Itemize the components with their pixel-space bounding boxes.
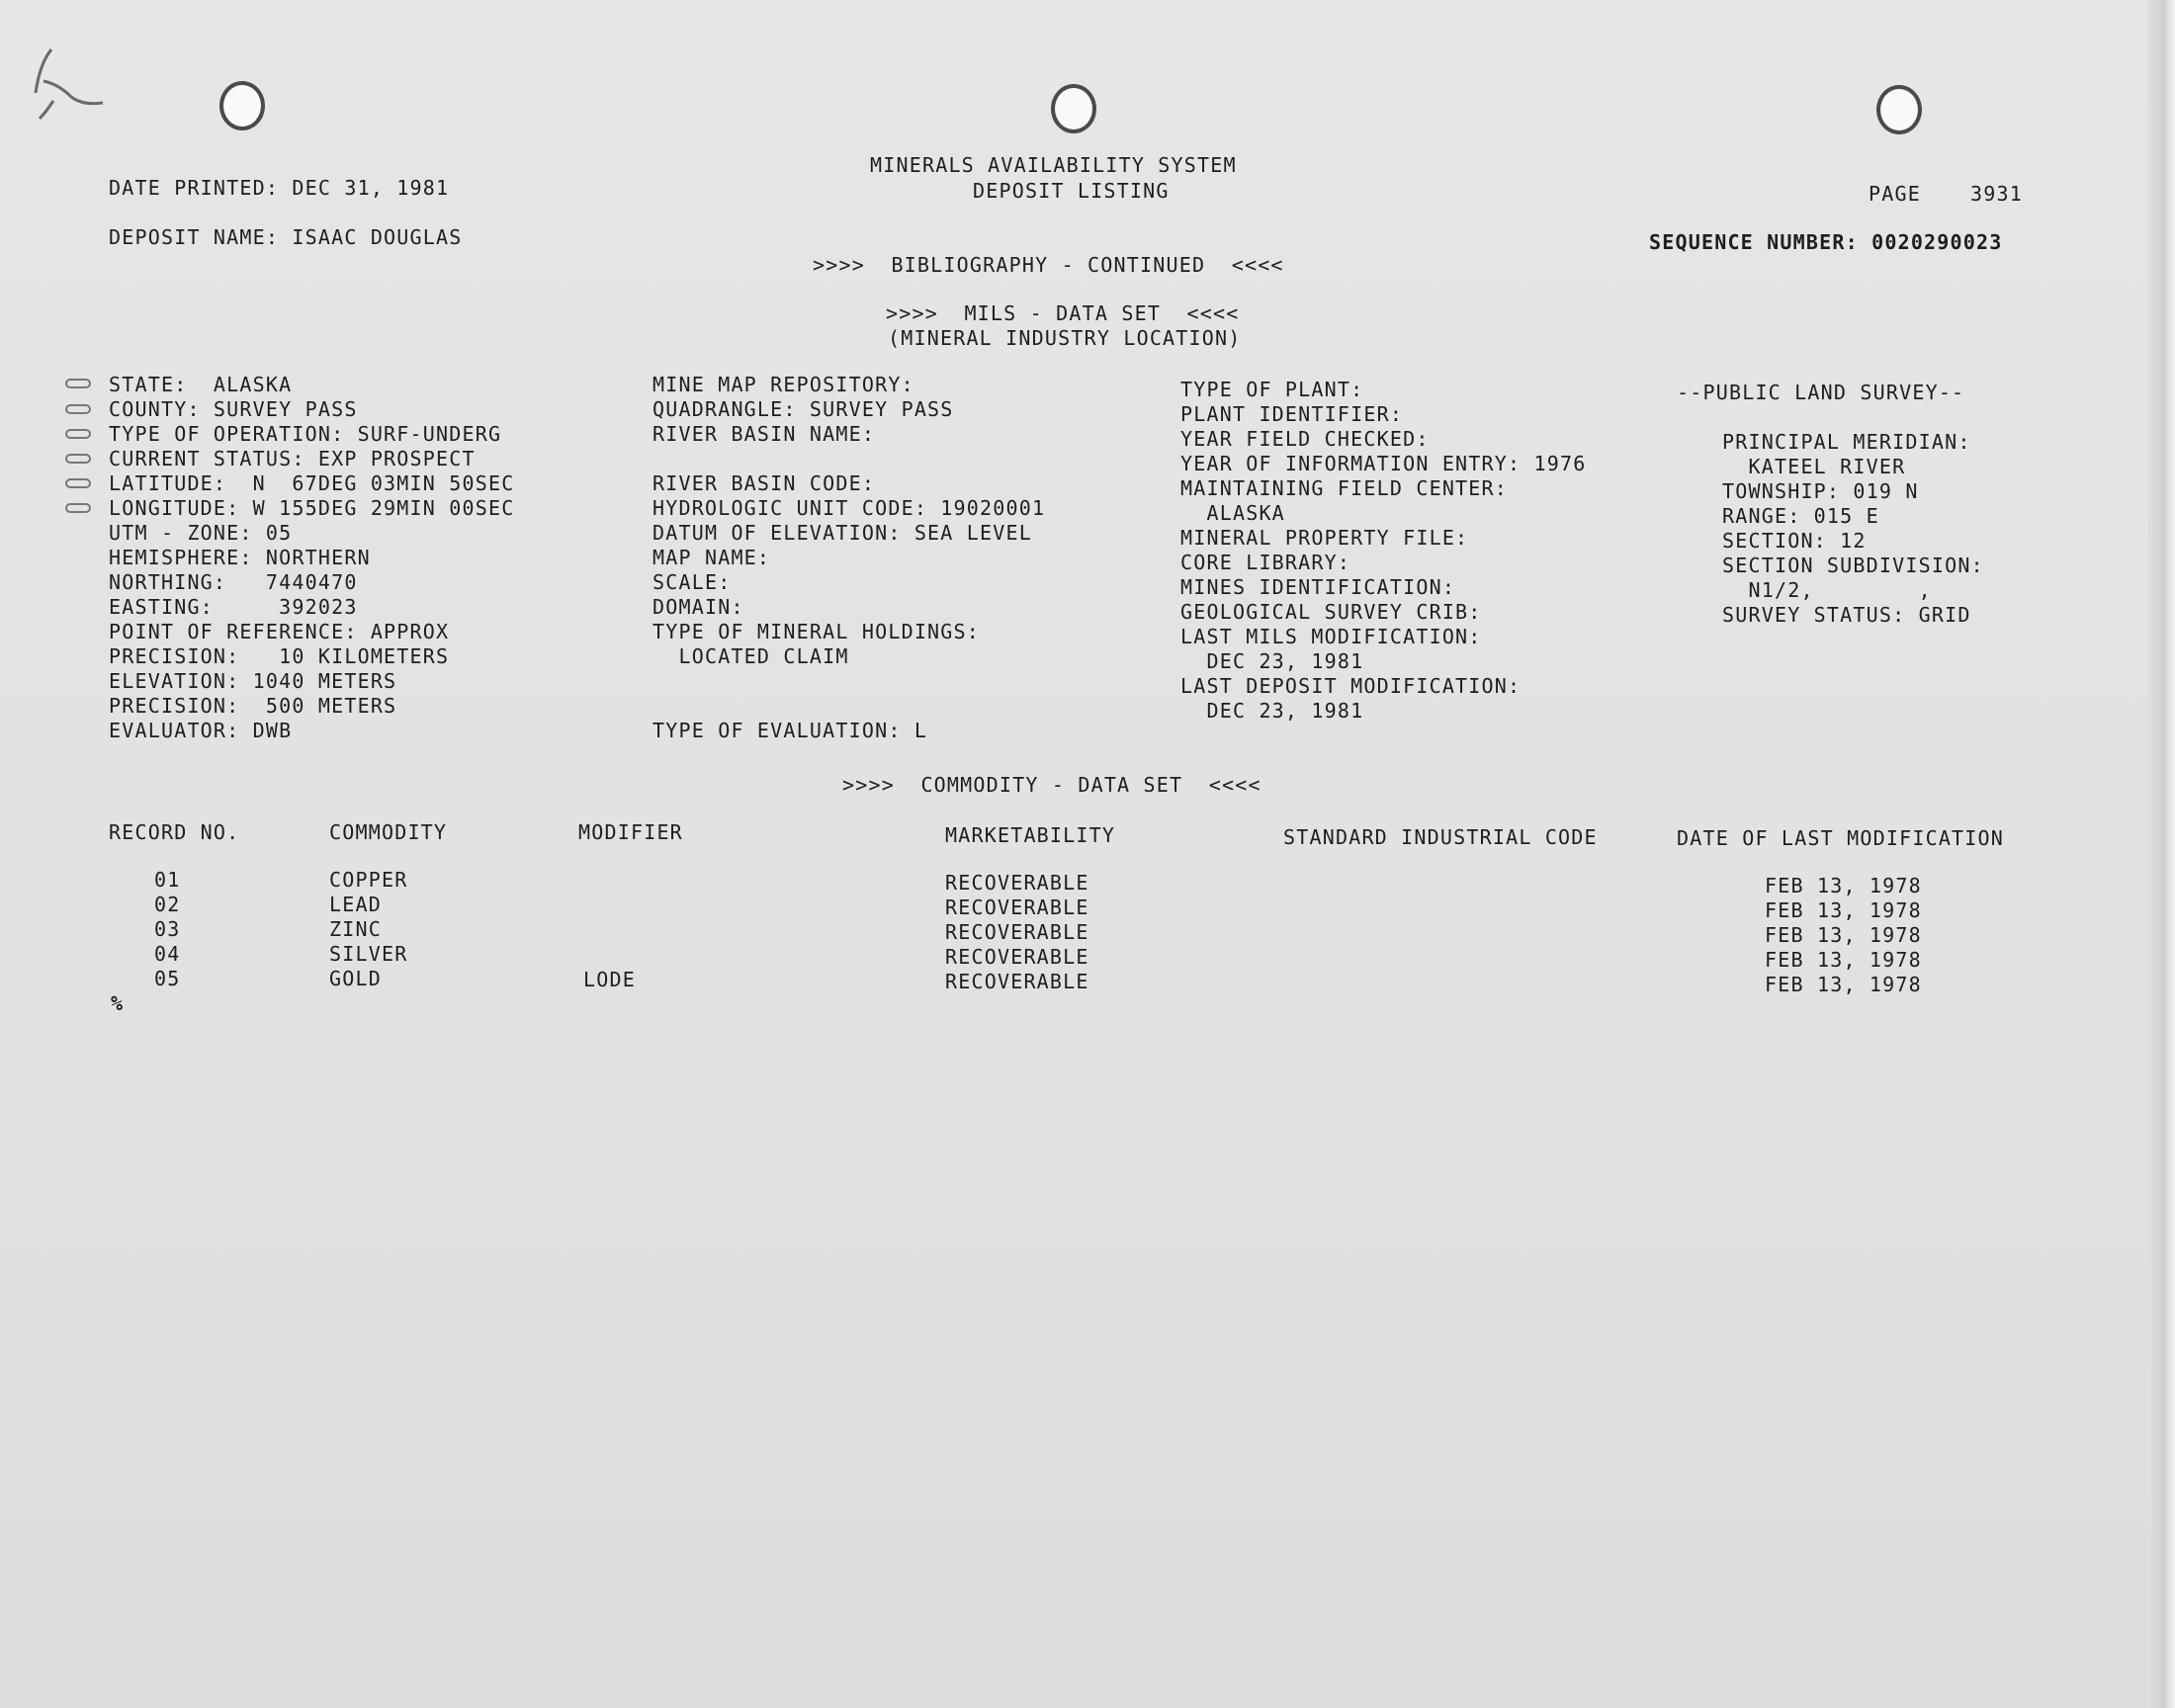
location-field: TYPE OF EVALUATION: L — [652, 719, 928, 742]
location-field: UTM - ZONE: 05 — [109, 521, 293, 545]
table-cell: RECOVERABLE — [945, 871, 1089, 895]
report-subtitle: DEPOSIT LISTING — [973, 179, 1170, 203]
section-mils-subtitle: (MINERAL INDUSTRY LOCATION) — [888, 326, 1242, 350]
location-field: MINERAL PROPERTY FILE: — [1180, 526, 1469, 550]
location-field: PLANT IDENTIFIER: — [1180, 402, 1404, 426]
location-field: TYPE OF OPERATION: SURF-UNDERG — [109, 422, 502, 446]
table-cell: FEB 13, 1978 — [1765, 948, 1922, 972]
location-field: MAP NAME: — [652, 546, 771, 569]
location-field: PRECISION: 500 METERS — [109, 694, 397, 718]
column-header: MARKETABILITY — [945, 823, 1116, 847]
margin-mark — [65, 503, 91, 513]
location-field: MAINTAINING FIELD CENTER: — [1180, 476, 1509, 500]
location-field: HYDROLOGIC UNIT CODE: 19020001 — [652, 496, 1046, 520]
location-field: DEC 23, 1981 — [1180, 699, 1364, 723]
location-field: RANGE: 015 E — [1722, 504, 1879, 528]
margin-mark — [65, 379, 91, 388]
location-field: PRECISION: 10 KILOMETERS — [109, 644, 450, 668]
sequence-number: SEQUENCE NUMBER: 0020290023 — [1649, 230, 2003, 254]
location-field: EASTING: 392023 — [109, 595, 358, 619]
location-field: TYPE OF MINERAL HOLDINGS: — [652, 620, 981, 643]
location-field: HEMISPHERE: NORTHERN — [109, 546, 371, 569]
table-cell: RECOVERABLE — [945, 896, 1089, 919]
location-field: LAST MILS MODIFICATION: — [1180, 625, 1482, 648]
binder-hole-center — [1051, 84, 1096, 133]
table-cell: SILVER — [329, 942, 408, 966]
margin-mark — [65, 478, 91, 488]
location-field: MINE MAP REPOSITORY: — [652, 373, 914, 396]
margin-mark — [65, 454, 91, 464]
location-field: CORE LIBRARY: — [1180, 551, 1351, 574]
location-field: COUNTY: SURVEY PASS — [109, 397, 358, 421]
table-cell: FEB 13, 1978 — [1765, 898, 1922, 922]
table-cell: RECOVERABLE — [945, 920, 1089, 944]
table-cell: FEB 13, 1978 — [1765, 973, 1922, 996]
location-field: PRINCIPAL MERIDIAN: — [1722, 430, 1971, 454]
column-header: COMMODITY — [329, 820, 448, 844]
location-field: ELEVATION: 1040 METERS — [109, 669, 397, 693]
location-field: RIVER BASIN NAME: — [652, 422, 876, 446]
column-header: RECORD NO. — [109, 820, 240, 844]
location-field: GEOLOGICAL SURVEY CRIB: — [1180, 600, 1482, 624]
paper-edge — [2147, 0, 2175, 1708]
table-cell: RECOVERABLE — [945, 945, 1089, 969]
location-field: LONGITUDE: W 155DEG 29MIN 00SEC — [109, 496, 515, 520]
location-field: TYPE OF PLANT: — [1180, 378, 1364, 401]
table-cell: FEB 13, 1978 — [1765, 923, 1922, 947]
location-field: TOWNSHIP: 019 N — [1722, 479, 1919, 503]
page-label: PAGE — [1869, 182, 1921, 206]
column-header: STANDARD INDUSTRIAL CODE — [1283, 825, 1598, 849]
location-field: YEAR FIELD CHECKED: — [1180, 427, 1430, 451]
location-field: NORTHING: 7440470 — [109, 570, 358, 594]
deposit-name: DEPOSIT NAME: ISAAC DOUGLAS — [109, 225, 463, 249]
location-field: ALASKA — [1180, 501, 1285, 525]
section-bibliography: >>>> BIBLIOGRAPHY - CONTINUED <<<< — [813, 253, 1284, 277]
location-field: MINES IDENTIFICATION: — [1180, 575, 1456, 599]
table-cell: LEAD — [329, 893, 382, 916]
location-field: DEC 23, 1981 — [1180, 649, 1364, 673]
table-cell: ZINC — [329, 917, 382, 941]
table-cell: GOLD — [329, 967, 382, 990]
location-field: SCALE: — [652, 570, 732, 594]
table-cell: LODE — [583, 968, 636, 991]
location-field: QUADRANGLE: SURVEY PASS — [652, 397, 954, 421]
table-cell: 04 — [154, 942, 181, 966]
report-title: MINERALS AVAILABILITY SYSTEM — [870, 153, 1237, 177]
location-field: YEAR OF INFORMATION ENTRY: 1976 — [1180, 452, 1587, 475]
public-land-survey-title: --PUBLIC LAND SURVEY-- — [1677, 381, 1965, 404]
location-field: LATITUDE: N 67DEG 03MIN 50SEC — [109, 471, 515, 495]
binder-hole-right — [1876, 85, 1922, 134]
location-field: POINT OF REFERENCE: APPROX — [109, 620, 450, 643]
table-cell: FEB 13, 1978 — [1765, 874, 1922, 897]
table-cell: 01 — [154, 868, 181, 892]
location-field: RIVER BASIN CODE: — [652, 471, 876, 495]
section-commodity: >>>> COMMODITY - DATA SET <<<< — [842, 773, 1262, 797]
location-field: EVALUATOR: DWB — [109, 719, 293, 742]
table-cell: COPPER — [329, 868, 408, 892]
page-number: 3931 — [1970, 182, 2023, 206]
corner-pen-mark — [24, 32, 132, 130]
table-cell: 05 — [154, 967, 181, 990]
column-header: MODIFIER — [578, 820, 683, 844]
location-field: SURVEY STATUS: GRID — [1722, 603, 1971, 627]
section-mils: >>>> MILS - DATA SET <<<< — [886, 301, 1240, 325]
location-field: DATUM OF ELEVATION: SEA LEVEL — [652, 521, 1032, 545]
column-header: DATE OF LAST MODIFICATION — [1677, 826, 2005, 850]
end-marker: % — [111, 991, 125, 1015]
location-field: DOMAIN: — [652, 595, 744, 619]
location-field: CURRENT STATUS: EXP PROSPECT — [109, 447, 476, 470]
location-field: STATE: ALASKA — [109, 373, 293, 396]
date-printed: DATE PRINTED: DEC 31, 1981 — [109, 176, 450, 200]
table-cell: 02 — [154, 893, 181, 916]
binder-hole-left — [219, 81, 265, 130]
location-field: SECTION SUBDIVISION: — [1722, 554, 1984, 577]
table-cell: RECOVERABLE — [945, 970, 1089, 993]
location-field: LOCATED CLAIM — [652, 644, 849, 668]
location-field: SECTION: 12 — [1722, 529, 1867, 553]
margin-mark — [65, 404, 91, 414]
location-field: LAST DEPOSIT MODIFICATION: — [1180, 674, 1522, 698]
location-field: KATEEL RIVER — [1722, 455, 1906, 478]
location-field: N1/2, , — [1722, 578, 1932, 602]
table-cell: 03 — [154, 917, 181, 941]
margin-mark — [65, 429, 91, 439]
